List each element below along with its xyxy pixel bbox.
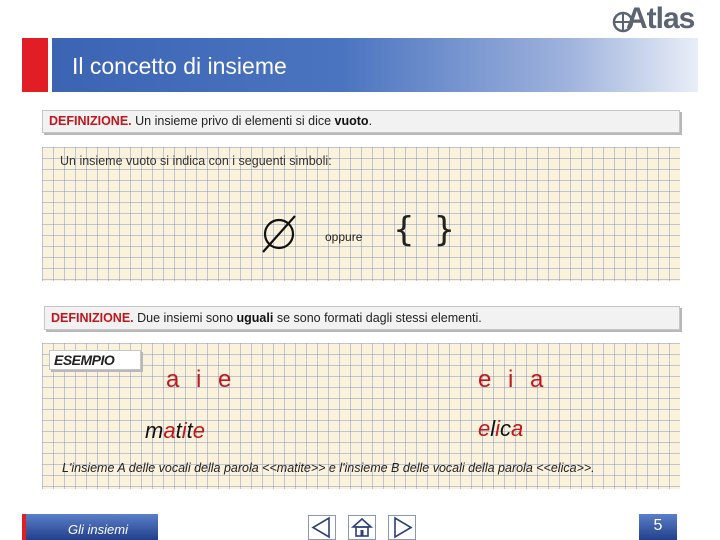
definition-text: Due insiemi sono (137, 311, 234, 325)
page-number: 5 (639, 514, 677, 540)
word-matite: matite (145, 418, 205, 443)
definition-label: DEFINIZIONE. (51, 311, 134, 325)
definition-keyword: uguali (236, 311, 274, 325)
title-accent-bar (22, 38, 48, 92)
home-icon[interactable] (348, 515, 376, 540)
section-tab[interactable]: Gli insiemi (22, 514, 158, 540)
vowels-set-a: a i e (166, 366, 237, 393)
definition-box-empty-set (42, 110, 680, 133)
definition-text-end: . (368, 114, 373, 128)
empty-set-intro: Un insieme vuoto si indica con i seguenti simboli: (60, 154, 332, 168)
definition-box-equal-sets (44, 306, 680, 330)
triangle-right-icon[interactable] (388, 515, 416, 540)
triangle-left-icon[interactable] (308, 515, 336, 540)
definition-text-end: se sono formati dagli stessi elementi. (276, 311, 482, 325)
braces-symbol: { } (393, 210, 460, 250)
definition-text: Un insieme privo di elementi si dice (135, 114, 332, 128)
word-elica: elica (478, 416, 524, 441)
or-word: oppure (325, 230, 363, 244)
atlas-logo-text: Atlas (626, 2, 695, 35)
example-label: ESEMPIO (49, 350, 141, 370)
empty-set-icon (257, 212, 301, 256)
example-sentence: L'insieme A delle vocali della parola <<matite>> e l'insieme B delle vocali della parola <<elica>>. (62, 461, 595, 475)
vowels-set-b: e i a (478, 366, 549, 393)
definition-keyword: vuoto (334, 114, 369, 128)
slide-title: Il concetto di insieme (72, 53, 287, 79)
definition-label: DEFINIZIONE. (49, 114, 132, 128)
